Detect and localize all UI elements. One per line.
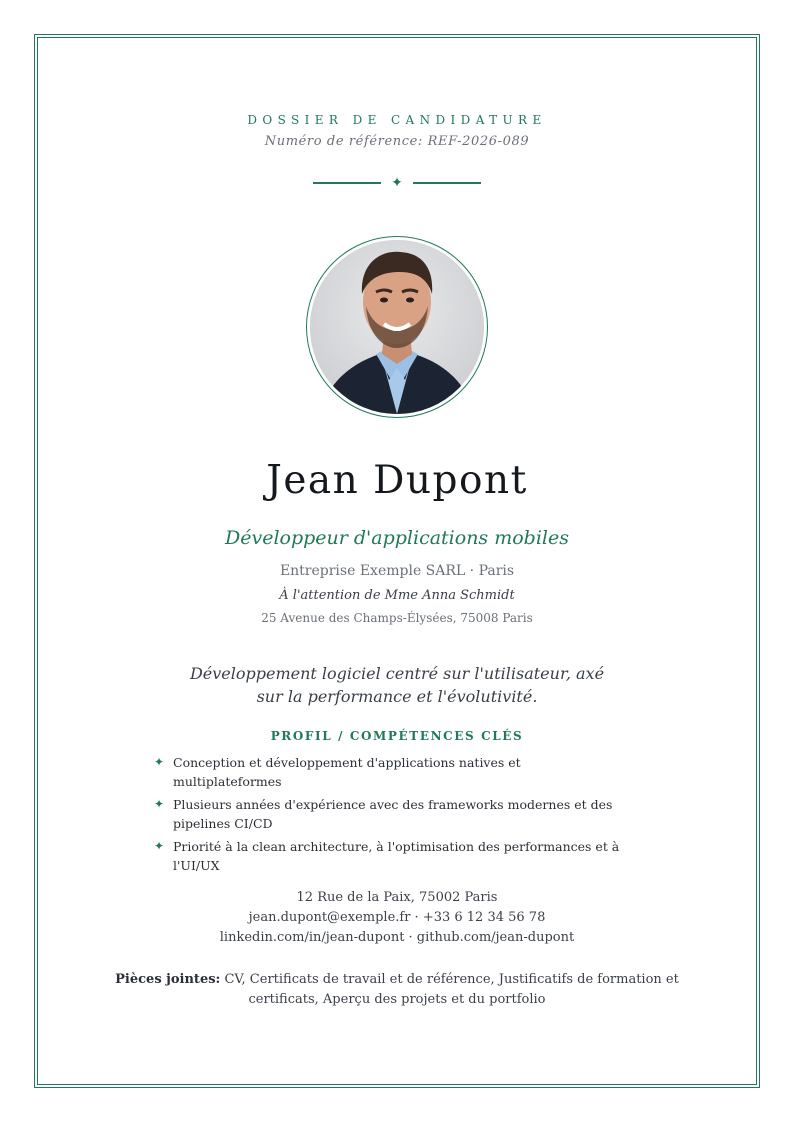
skill-item [154,753,624,791]
contact-links[interactable]: linkedin.com/in/jean-dupont · github.com/jean-dupont [219,930,575,945]
star-ornament-icon: ✦ [391,175,403,191]
star-bullet-icon: ✦ [154,839,165,853]
profile-section-title: PROFIL / COMPÉTENCES CLÉS [270,729,524,743]
tagline: Développement logiciel centré sur l'utilisateur, axé sur la performance et l'évolutivité. [189,664,605,706]
ornamental-divider [0,174,794,192]
attachments-label: Pièces jointes: [115,972,221,987]
attachments-text: CV, Certificats de travail et de référence, Justificatifs de formation et certificats, Aperçu des projets et du portfolio [224,972,679,1007]
skill-text: Priorité à la clean architecture, à l'optimisation des performances et à l'UI/UX [173,839,620,873]
candidate-job-title: Développeur d'applications mobiles [224,527,569,549]
document-type-label: DOSSIER DE CANDIDATURE [247,113,547,127]
recipient-attention: À l'attention de Mme Anna Schmidt [279,588,515,603]
skill-item [154,795,624,833]
recipient-company: Entreprise Exemple SARL · Paris [279,563,515,579]
attachments [104,970,690,1010]
skill-text: Conception et développement d'applications natives et multiplateformes [173,755,521,789]
reference-number: Numéro de référence: REF-2026-089 [264,134,530,149]
contact-block [0,888,794,948]
divider-line-right [413,182,481,184]
contact-address: 12 Rue de la Paix, 75002 Paris [296,890,498,905]
skills-list [154,753,624,879]
divider-line-left [313,182,381,184]
skill-text: Plusieurs années d'expérience avec des frameworks modernes et des pipelines CI/CD [173,797,613,831]
star-bullet-icon: ✦ [154,797,165,811]
contact-email-phone[interactable]: jean.dupont@exemple.fr · +33 6 12 34 56 78 [248,910,546,925]
candidate-name: Jean Dupont [266,458,528,503]
skill-item [154,837,624,875]
star-bullet-icon: ✦ [154,755,165,769]
recipient-address: 25 Avenue des Champs-Élysées, 75008 Paris [261,611,533,625]
portrait-illustration [310,240,484,414]
candidate-photo [310,240,484,414]
